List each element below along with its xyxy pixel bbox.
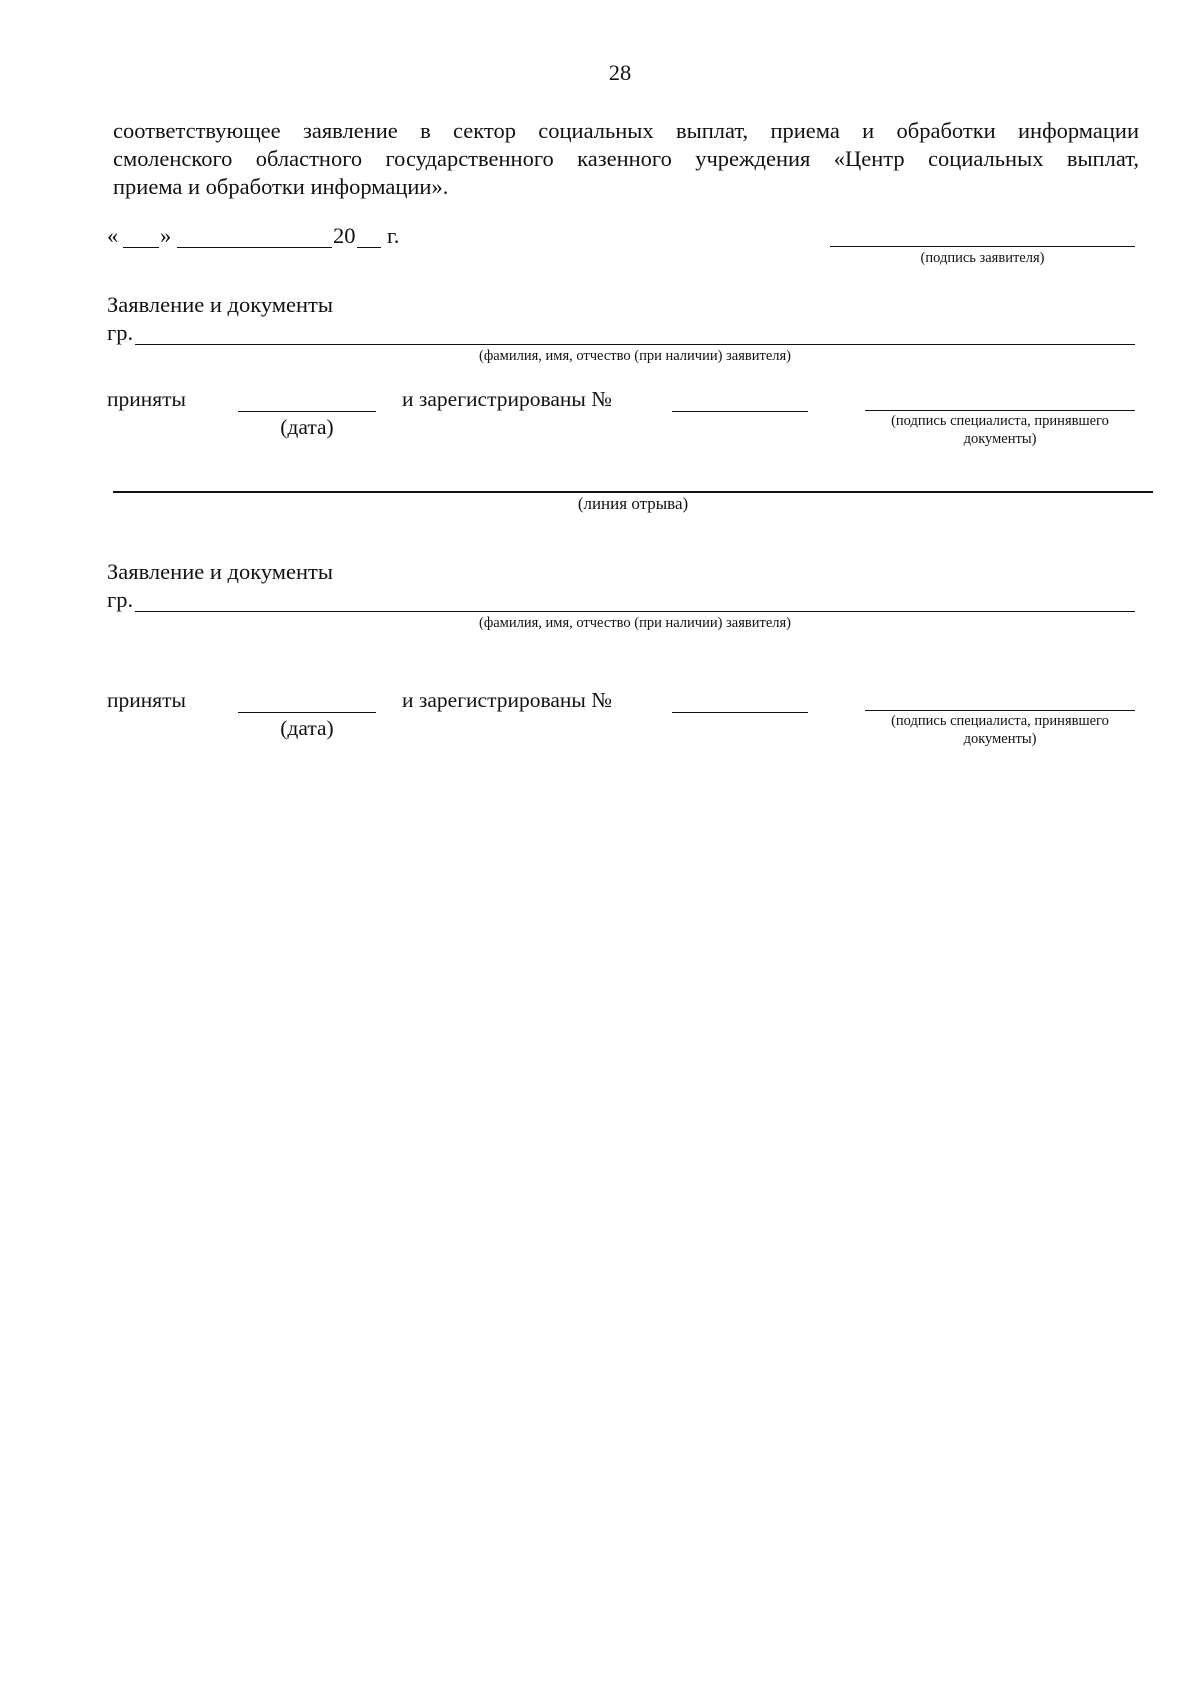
specialist-caption-line-2: документы) (963, 731, 1037, 747)
tear-line (113, 491, 1153, 493)
paragraph-line-1: соответствующее заявление в сектор социальных выплат, приема и обработки информации (113, 118, 1139, 143)
specialist-caption-line-1: (подпись специалиста, принявшего (891, 713, 1109, 729)
applicant-name-caption: (фамилия, имя, отчество (при наличии) заявителя) (479, 348, 791, 364)
accepted-label: приняты (107, 387, 186, 411)
page-number: 28 (608, 60, 632, 85)
paragraph-line-3: приема и обработки информации». (113, 174, 449, 199)
year-prefix: 20 (333, 223, 356, 248)
open-quote: « (107, 223, 119, 248)
close-quote: » (160, 223, 172, 248)
body-paragraph (113, 117, 1139, 201)
specialist-signature-line[interactable] (865, 410, 1135, 411)
paragraph-line-2: смоленского областного государственного казенного учреждения «Центр социальных выплат, (113, 146, 1139, 171)
citizen-prefix: гр. (107, 320, 134, 345)
registration-number-line[interactable] (672, 411, 808, 412)
acceptance-date-line[interactable] (238, 712, 376, 713)
registered-label: и зарегистрированы № (402, 688, 612, 712)
acceptance-date-line[interactable] (238, 411, 376, 412)
tear-line-caption: (линия отрыва) (577, 494, 689, 513)
month-blank[interactable] (177, 247, 332, 248)
specialist-caption-line-1: (подпись специалиста, принявшего (891, 413, 1109, 429)
year-suffix: г. (387, 223, 400, 248)
registration-number-line[interactable] (672, 712, 808, 713)
citizen-prefix: гр. (107, 587, 134, 612)
applicant-name-line[interactable] (135, 611, 1135, 612)
section-heading: Заявление и документы (107, 292, 333, 317)
applicant-signature-line[interactable] (830, 246, 1135, 247)
date-caption: (дата) (280, 716, 334, 740)
specialist-signature-line[interactable] (865, 710, 1135, 711)
accepted-label: приняты (107, 688, 186, 712)
date-caption: (дата) (280, 415, 334, 439)
section-heading: Заявление и документы (107, 559, 333, 584)
registered-label: и зарегистрированы № (402, 387, 612, 411)
day-blank[interactable] (123, 247, 159, 248)
applicant-name-caption: (фамилия, имя, отчество (при наличии) заявителя) (479, 615, 791, 631)
applicant-name-line[interactable] (135, 344, 1135, 345)
specialist-caption-line-2: документы) (963, 431, 1037, 447)
year-blank[interactable] (357, 247, 381, 248)
applicant-signature-caption: (подпись заявителя) (920, 250, 1045, 266)
